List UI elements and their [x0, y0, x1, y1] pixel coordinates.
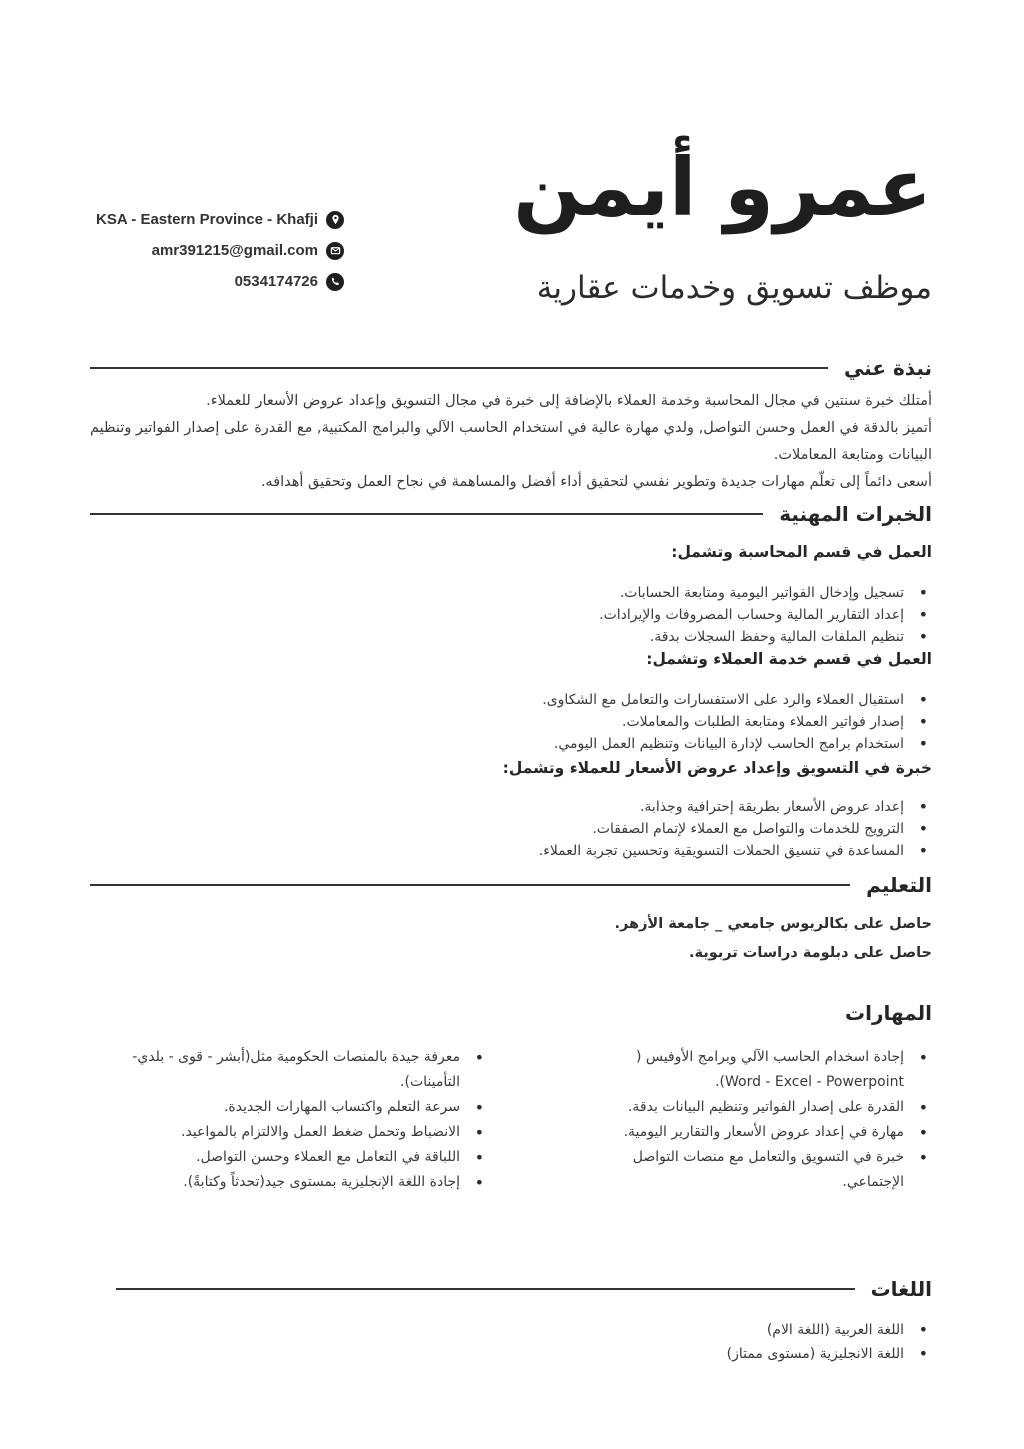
- section-about-header: [90, 356, 932, 380]
- experience-group-title: خبرة في التسويق وإعداد عروض الأسعار للعملاء وتشمل:: [502, 759, 932, 777]
- location-icon: [326, 211, 344, 229]
- list-item: • اللباقة في التعامل مع العملاء وحسن التواصل.: [100, 1145, 460, 1170]
- experience-group-title: العمل في قسم المحاسبة وتشمل:: [671, 543, 932, 561]
- list-item: • معرفة جيدة بالمنصات الحكومية مثل(أبشر - قوى - بلدي- التأمينات).: [100, 1045, 460, 1095]
- education-line: حاصل على بكالريوس جامعي _ جامعة الأزهر.: [614, 916, 932, 932]
- section-languages-title: اللغات: [870, 1277, 932, 1301]
- list-item: • القدرة على إصدار الفواتير وتنظيم البيانات بدقة.: [604, 1095, 904, 1120]
- list-item: • سرعة التعلم واكتساب المهارات الجديدة.: [100, 1095, 460, 1120]
- list-item: • إعداد عروض الأسعار بطريقة إحترافية وجذابة.: [539, 796, 904, 818]
- about-line: أسعى دائماً إلى تعلّم مهارات جديدة وتطوير نفسي لتحقيق أداء أفضل والمساهمة في نجاح العمل وتحقيق أهدافه.: [260, 474, 932, 490]
- list-item: • مهارة في إعداد عروض الأسعار والتقارير اليومية.: [604, 1120, 904, 1145]
- section-divider: [116, 1288, 855, 1290]
- email-text[interactable]: amr391215@gmail.com: [151, 242, 318, 259]
- section-divider: [90, 884, 850, 886]
- section-skills-title: المهارات: [845, 1001, 932, 1025]
- phone-text[interactable]: 0534174726: [234, 273, 318, 290]
- skills-right-column: [604, 1045, 932, 1195]
- contact-email: [84, 235, 344, 266]
- list-item: • خبرة في التسويق والتعامل مع منصات التواصل الإجتماعي.: [604, 1145, 904, 1195]
- contact-phone: [84, 266, 344, 297]
- list-item: • الترويج للخدمات والتواصل مع العملاء لإتمام الصفقات.: [539, 818, 904, 840]
- section-education-title: التعليم: [866, 873, 932, 897]
- contact-location: [84, 204, 344, 235]
- list-item: • إجادة اسخدام الحاسب الآلي وبرامج الأوفيس ( Word - Excel - Powerpoint).: [604, 1045, 904, 1095]
- education-line: حاصل على دبلومة دراسات تربوية.: [689, 945, 932, 961]
- about-text: [90, 388, 932, 496]
- experience-list: [539, 796, 932, 862]
- section-about-title: نبذة عني: [843, 356, 932, 380]
- list-item: • اللغة العربية (اللغة الام): [727, 1318, 904, 1342]
- list-item: • استقبال العملاء والرد على الاستفسارات والتعامل مع الشكاوى.: [542, 689, 904, 711]
- list-item: • تسجيل وإدخال الفواتير اليومية ومتابعة الحسابات.: [599, 582, 904, 604]
- list-item: • استخدام برامج الحاسب لإدارة البيانات وتنظيم العمل اليومي.: [542, 733, 904, 755]
- list-item: • إعداد التقارير المالية وحساب المصروفات والإيرادات.: [599, 604, 904, 626]
- list-item: • الانضباط وتحمل ضغط العمل والالتزام بالمواعيد.: [100, 1120, 460, 1145]
- list-item: • اللغة الانجليزية (مستوى ممتاز): [727, 1342, 904, 1366]
- experience-list: [542, 689, 932, 755]
- location-text: KSA - Eastern Province - Khafji: [96, 211, 318, 228]
- about-line: أمتلك خبرة سنتين في مجال المحاسبة وخدمة العملاء بالإضافة إلى خبرة في مجال التسويق وإعداد عروض الأسعار للعملاء.: [206, 393, 932, 409]
- section-skills-header: [90, 1001, 932, 1025]
- section-experience-title: الخبرات المهنية: [779, 502, 932, 526]
- section-languages-header: [116, 1277, 932, 1301]
- skills-left-column: [100, 1045, 488, 1195]
- section-education-header: [90, 873, 932, 897]
- list-item: • إجادة اللغة الإنجليزية بمستوى جيد(تحدثاً وكتابةً).: [100, 1170, 460, 1195]
- email-icon: [326, 242, 344, 260]
- job-title: موظف تسويق وخدمات عقارية: [536, 270, 932, 306]
- list-item: • إصدار فواتير العملاء ومتابعة الطلبات والمعاملات.: [542, 711, 904, 733]
- languages-list: [727, 1318, 932, 1366]
- experience-list: [599, 582, 932, 648]
- about-line: أتميز بالدقة في العمل وحسن التواصل, ولدي مهارة عالية في استخدام الحاسب الآلي والبرامج المكتبية, مع القدرة على إصدار الفواتير وتنظيم البيانات ومتابعة المعاملات.: [90, 420, 932, 463]
- list-item: • تنظيم الملفات المالية وحفظ السجلات بدقة.: [599, 626, 904, 648]
- candidate-name: عمرو أيمن: [513, 141, 932, 234]
- section-divider: [90, 367, 828, 369]
- phone-icon: [326, 273, 344, 291]
- experience-group-title: العمل في قسم خدمة العملاء وتشمل:: [646, 650, 932, 668]
- section-experience-header: [90, 502, 932, 526]
- list-item: • المساعدة في تنسيق الحملات التسويقية وتحسين تجربة العملاء.: [539, 840, 904, 862]
- section-divider: [90, 513, 763, 515]
- contact-block: [84, 204, 344, 297]
